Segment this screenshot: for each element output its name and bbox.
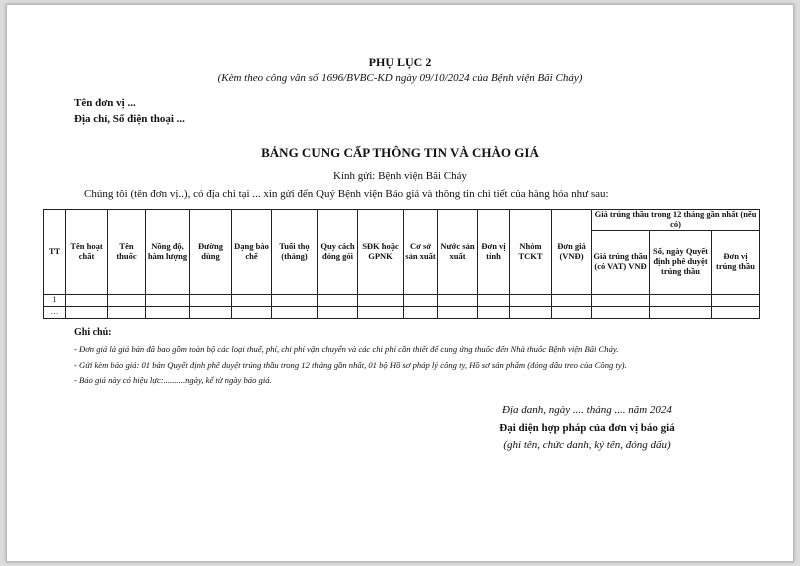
col-header-unit: Đơn vị tính [478,210,510,295]
row-number: … [44,306,66,318]
col-header-packaging: Quy cách đóng gói [318,210,358,295]
note-item: - Đơn giá là giá bán đã bao gồm toàn bộ các loại thuế, phí, chi phí vận chuyển và các chi phí cần thiết để cung ứng thuốc đến Nhà thuốc Bệnh viện Bãi Cháy. [74,344,619,354]
signature-role: Đại diện hợp pháp của đơn vị báo giá [499,422,675,434]
col-header-shelf-life: Tuổi thọ (tháng) [272,210,318,295]
table-row [44,306,760,318]
form-heading: BẢNG CUNG CẤP THÔNG TIN VÀ CHÀO GIÁ [261,145,539,160]
addressee: Kính gửi: Bệnh viện Bãi Cháy [333,170,467,182]
col-header-route: Đường dùng [190,210,232,295]
appendix-title: PHỤ LỤC 2 [368,55,432,69]
signature-instruction: (ghi tên, chức danh, ký tên, đóng dấu) [503,439,671,451]
col-header-decision: Số, ngày Quyết định phê duyệt trúng thầu [650,230,712,294]
appendix-subtitle: (Kèm theo công văn số 1696/BVBC-KD ngày 09/10/2024 của Bệnh viện Bãi Cháy) [217,72,583,84]
unit-address: Địa chỉ, Số điện thoại ... [74,113,185,125]
notes-title: Ghi chú: [74,327,112,338]
document-page [6,4,794,562]
row-number: 1 [44,294,66,306]
col-header-active: Tên hoạt chất [66,210,108,295]
col-header-win-price: Giá trúng thầu (có VAT) VNĐ [592,230,650,294]
note-item: - Báo giá này có hiệu lực:..........ngày, kể từ ngày báo giá. [74,375,272,385]
col-group-header-winning-bid: Giá trúng thầu trong 12 tháng gần nhất (nếu có) [592,210,760,231]
col-header-price: Đơn giá (VNĐ) [552,210,592,295]
col-header-win-unit: Đơn vị trúng thầu [712,230,760,294]
col-header-group: Nhóm TCKT [510,210,552,295]
col-header-concentration: Nồng độ, hàm lượng [146,210,190,295]
table-row [44,294,760,306]
note-item: - Gửi kèm báo giá: 01 bản Quyết định phê duyệt trúng thầu trong 12 tháng gần nhất, 01 bộ Hồ sơ pháp lý công ty, Hồ sơ sản phẩm (đóng dấu treo của Công ty). [74,360,627,370]
col-header-dosage-form: Dạng bào chế [232,210,272,295]
col-header-drug: Tên thuốc [108,210,146,295]
col-header-tt: TT [44,210,66,295]
col-header-manufacturer: Cơ sở sản xuất [404,210,438,295]
price-quote-table [43,209,760,319]
unit-name: Tên đơn vị ... [74,97,136,109]
col-header-registration: SĐK hoặc GPNK [358,210,404,295]
intro-text: Chúng tôi (tên đơn vị..), có địa chỉ tại ... xin gửi đến Quý Bệnh viện Báo giá và thông tin chi tiết của hàng hóa như sau: [84,188,609,200]
col-header-country: Nước sản xuất [438,210,478,295]
signature-place-date: Địa danh, ngày .... tháng .... năm 2024 [502,404,672,416]
